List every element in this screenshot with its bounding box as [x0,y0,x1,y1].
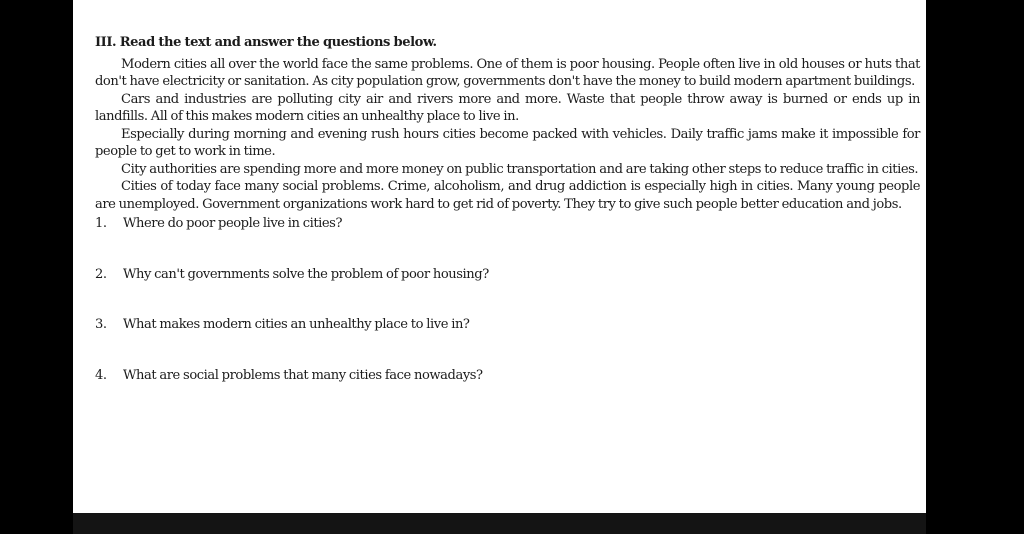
question-number: 3. [95,317,107,332]
question-text: What makes modern cities an unhealthy place to live in? [123,317,470,332]
paragraph-housing: Modern cities all over the world face the same problems. One of them is poor housing. People often live in old houses or huts that don't have electricity or sanitation. As city population grow, governments don't have the money to build modern apartment buildings. [95,56,920,89]
question-number: 1. [95,216,107,231]
question-item [95,266,920,284]
paragraph-social-problems: Cities of today face many social problems. Crime, alcoholism, and drug addiction is especially high in cities. Many young people are unemployed. Government organizations work hard to get rid of poverty. They try to give such people better education and jobs. [95,179,920,212]
question-list [95,215,920,384]
question-text: Why can't governments solve the problem of poor housing? [123,266,489,282]
question-item [95,367,920,385]
question-item [95,215,920,233]
question-item [95,316,920,334]
question-number: 4. [95,367,107,383]
question-number: 2. [95,266,107,282]
document-page [73,0,926,513]
question-text: Where do poor people live in cities? [123,216,343,231]
exercise-heading: III. Read the text and answer the questions below. [95,35,437,50]
paragraph-traffic: Especially during morning and evening rush hours cities become packed with vehicles. Daily traffic jams make it impossible for people to get to work in time. [95,126,920,159]
question-text: What are social problems that many cities face nowadays? [123,367,483,383]
paragraph-pollution: Cars and industries are polluting city air and rivers more and more. Waste that people throw away is burned or ends up in landfills. All of this makes modern cities an unhealthy place to live in. [95,91,920,124]
bottom-shadow-bar [73,513,926,534]
paragraph-transportation: City authorities are spending more and more money on public transportation and are taking other steps to reduce traffic in cities. [121,161,919,177]
